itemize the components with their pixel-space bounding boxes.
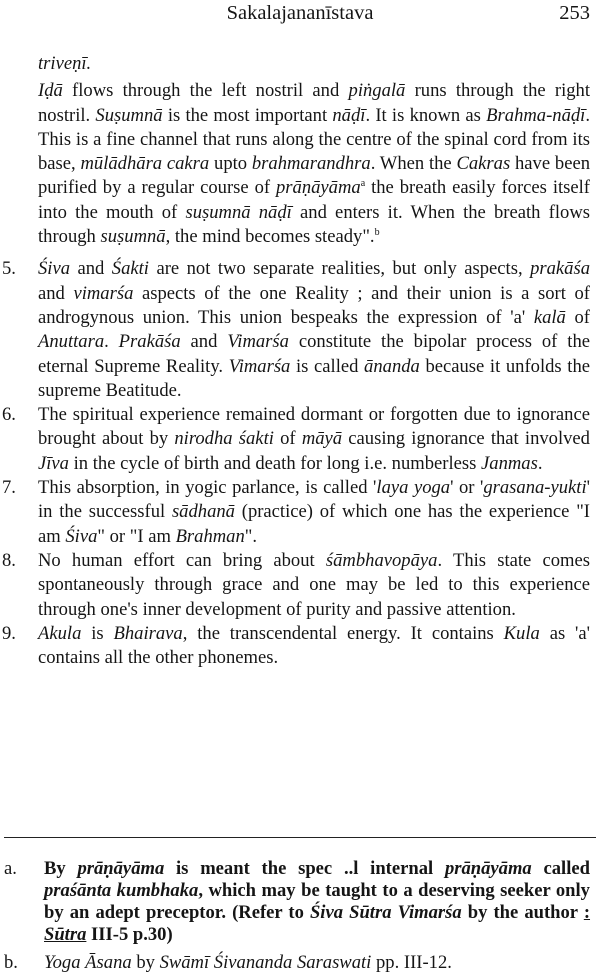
note-text: Śiva and Śakti are not two separate realities, but only aspects, prakāśa and vimarśa aspects of the one Reality ; and their union is a sort of androgynous union. This union bespeaks the expression of 'a' kalā of Anuttara. Prakāśa and Vimarśa constitute the bipolar process of the eternal Supreme Reality. Vimarśa is called ānanda because it unfolds the supreme Beatitude. xyxy=(38,258,591,401)
footnotes xyxy=(0,858,600,974)
footnote-b xyxy=(0,952,600,974)
note-number: 7. xyxy=(2,477,16,499)
note-text: Akula is Bhairava, the transcendental energy. It contains Kula as 'a' contains all the other phonemes. xyxy=(38,622,590,669)
note-6 xyxy=(0,403,600,476)
footnote-mark: b. xyxy=(4,952,18,973)
continued-term: triveṇī. xyxy=(38,53,92,74)
page-body xyxy=(0,52,600,670)
footnote-text: Yoga Āsana by Swāmī Śivananda Saraswati pp. III-12. xyxy=(44,952,452,973)
page-number: 253 xyxy=(559,2,590,24)
note-9 xyxy=(0,622,600,671)
continued-paragraph: Iḍā flows through the left nostril and piṅgalā runs through the right nostril. Suṣumnā is the most important nāḍī. It is known as Brahma-nāḍī. This is a fine channel that runs along the centre of the spinal cord from its base, mūlādhāra cakra upto brahmarandhra. When the Cakras have been purified by a regular course of prāṇāyāma$^a$ the breath easily forces itself into the mouth of suṣumnā nāḍī and enters it. When the breath flows through suṣumnā, the mind becomes steady".$^b$ xyxy=(38,80,591,248)
note-5 xyxy=(0,257,600,403)
note-8 xyxy=(0,549,600,622)
note-number: 9. xyxy=(2,622,16,644)
note-text: This absorption, in yogic parlance, is called 'laya yoga' or 'grasana-yukti' in the successful sādhanā (practice) of which one has the experience "I am Śiva" or "I am Brahman". xyxy=(38,477,590,547)
note-number: 5. xyxy=(2,258,16,280)
running-header xyxy=(0,2,600,28)
note-number: 8. xyxy=(2,549,16,571)
note-text: The spiritual experience remained dormant or forgotten due to ignorance brought about by nirodha śakti of māyā causing ignorance that involved Jīva in the cycle of birth and death for long i.e. numberless Janmas. xyxy=(38,404,590,474)
running-title: Sakalajananīstava xyxy=(226,2,374,24)
note-number: 6. xyxy=(2,404,16,426)
footnote-ref-a: a xyxy=(360,178,366,190)
footnote-a xyxy=(0,858,600,946)
footnote-text: By prāṇāyāma is meant the spec ..l internal prāṇāyāma called praśānta kumbhaka, which may be taught to a deserving seeker only by an adept preceptor. (Refer to Śiva Sūtra Vimarśa by the author : Sūtra III-5 p.30) xyxy=(44,858,591,945)
footnote-ref-b: b xyxy=(374,226,380,238)
note-7 xyxy=(0,476,600,549)
footnote-mark: a. xyxy=(4,858,17,879)
footnote-separator-rule xyxy=(4,837,596,838)
note-text: No human effort can bring about śāmbhavopāya. This state comes spontaneously through grace and one may be led to this experience through one's inner development of purity and passive attention. xyxy=(38,549,590,620)
